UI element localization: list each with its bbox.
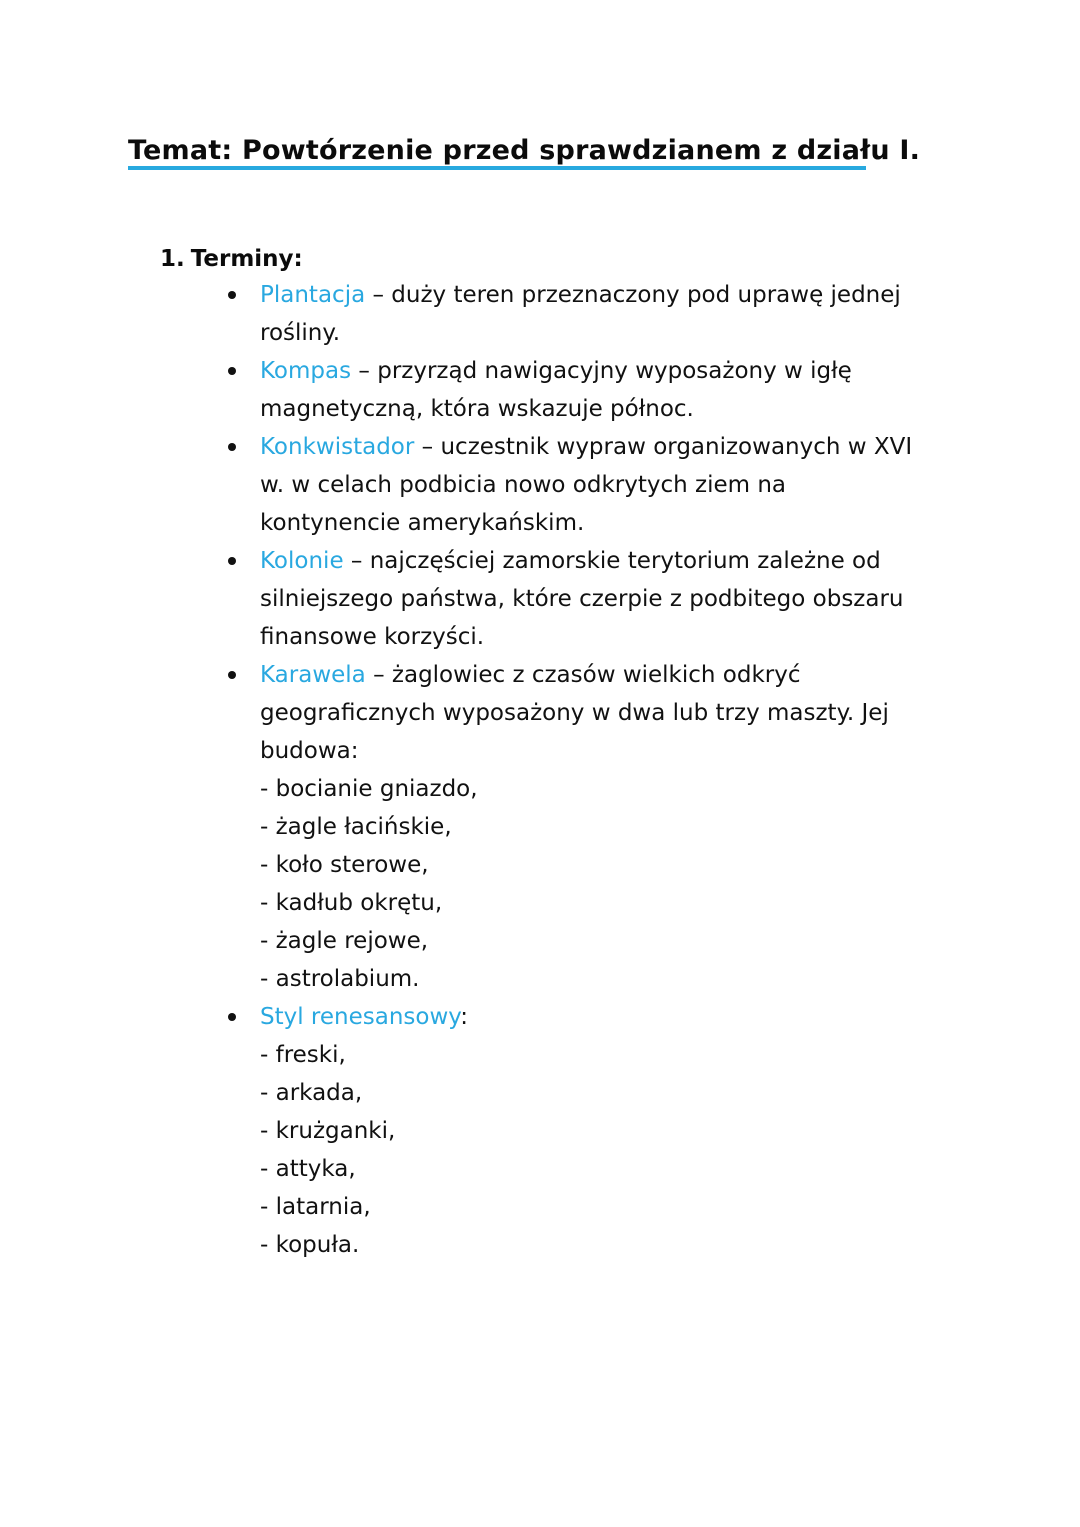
term-name: Plantacja xyxy=(260,282,366,308)
bullet-icon xyxy=(228,443,236,451)
list-item: - astrolabium. xyxy=(260,966,420,992)
term-name: Styl renesansowy xyxy=(260,1004,461,1030)
bullet-icon xyxy=(228,367,236,375)
bullet-icon xyxy=(228,291,236,299)
term-definition: – przyrząd nawigacyjny wyposażony w igłę magnetyczną, która wskazuje północ. xyxy=(260,358,852,422)
bullet-icon xyxy=(228,671,236,679)
list-item: - żagle łacińskie, xyxy=(260,814,452,840)
term-item-konkwistador xyxy=(228,428,933,542)
list-item: - kopuła. xyxy=(260,1232,360,1258)
list-item: - freski, xyxy=(260,1042,346,1068)
list-item: - żagle rejowe, xyxy=(260,928,429,954)
section-number: 1. xyxy=(160,246,185,272)
term-definition: – najczęściej zamorskie terytorium zależne od silniejszego państwa, które czerpie z podbitego obszaru finansowe korzyści. xyxy=(260,548,904,650)
bullet-icon xyxy=(228,1013,236,1021)
term-name: Kompas xyxy=(260,358,352,384)
term-definition: : xyxy=(460,1004,468,1030)
list-item: - attyka, xyxy=(260,1156,356,1182)
list-item: - kadłub okrętu, xyxy=(260,890,443,916)
term-definition: – żaglowiec z czasów wielkich odkryć geograficznych wyposażony w dwa lub trzy maszty. Jej budowa: xyxy=(260,662,889,764)
terms-list xyxy=(228,276,933,1264)
section-heading-text: Terminy: xyxy=(190,246,303,272)
renaissance-features-list xyxy=(260,1036,933,1264)
section-heading xyxy=(160,242,960,276)
term-item-kompas xyxy=(228,352,933,428)
page-title: Temat: Powtórzenie przed sprawdzianem z działu I. xyxy=(128,135,921,166)
list-item: - latarnia, xyxy=(260,1194,371,1220)
bullet-icon xyxy=(228,557,236,565)
term-item-kolonie xyxy=(228,542,933,656)
section-terms xyxy=(160,242,960,1264)
term-definition: – uczestnik wypraw organizowanych w XVI w. w celach podbicia nowo odkrytych ziem na kontynencie amerykańskim. xyxy=(260,434,913,536)
list-item: - bocianie gniazdo, xyxy=(260,776,478,802)
term-item-karawela xyxy=(228,656,933,998)
term-definition: – duży teren przeznaczony pod uprawę jednej rośliny. xyxy=(260,282,901,346)
list-item: - koło sterowe, xyxy=(260,852,429,878)
term-name: Kolonie xyxy=(260,548,344,574)
list-item: - krużganki, xyxy=(260,1118,396,1144)
title-block xyxy=(128,133,921,170)
term-name: Karawela xyxy=(260,662,366,688)
term-item-plantacja xyxy=(228,276,933,352)
term-name: Konkwistador xyxy=(260,434,415,460)
term-item-styl-renesansowy xyxy=(228,998,933,1264)
karawela-parts-list xyxy=(260,770,933,998)
list-item: - arkada, xyxy=(260,1080,363,1106)
